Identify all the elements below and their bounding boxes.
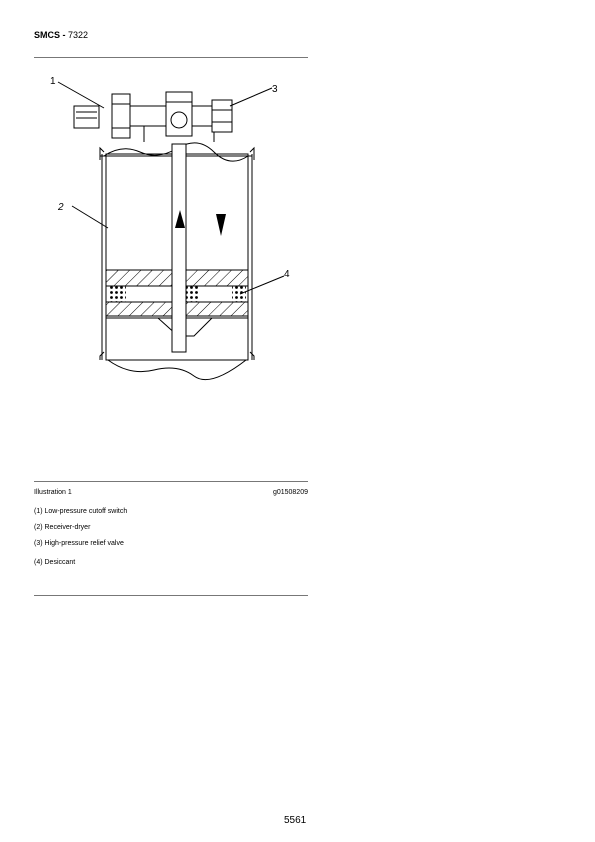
desiccant-beads-right [232, 286, 246, 302]
cutoff-switch-hex [112, 94, 130, 138]
page-number: 5561 [284, 815, 307, 826]
flow-down-arrow [216, 214, 226, 236]
relief-valve [212, 100, 232, 132]
smcs-header [34, 30, 88, 40]
callout-2: 2 [58, 202, 64, 213]
pickup-tube [172, 144, 186, 352]
receiver-dryer-illustration [34, 60, 308, 480]
callout-3: 3 [272, 84, 278, 95]
graphic-id: g01508209 [272, 489, 308, 496]
illustration-caption [34, 489, 308, 496]
bottom-divider [34, 595, 308, 596]
callout-1: 1 [50, 76, 56, 87]
top-divider [34, 57, 308, 58]
smcs-code: 7322 [68, 30, 89, 40]
center-fitting [166, 92, 192, 136]
smcs-label: SMCS - [34, 30, 66, 40]
callout-4: 4 [284, 269, 290, 280]
illustration-label: Illustration 1 [34, 489, 72, 496]
legend-item: (1) Low-pressure cutoff switch [34, 508, 128, 515]
legend-item: (3) High-pressure relief valve [34, 540, 124, 547]
legend-item: (2) Receiver-dryer [34, 524, 91, 531]
legend-item: (4) Desiccant [34, 559, 76, 566]
caption-divider [34, 481, 308, 482]
desiccant-beads-left [110, 284, 126, 302]
cutoff-switch-body [74, 106, 99, 128]
bottom-cutaway [108, 360, 246, 380]
